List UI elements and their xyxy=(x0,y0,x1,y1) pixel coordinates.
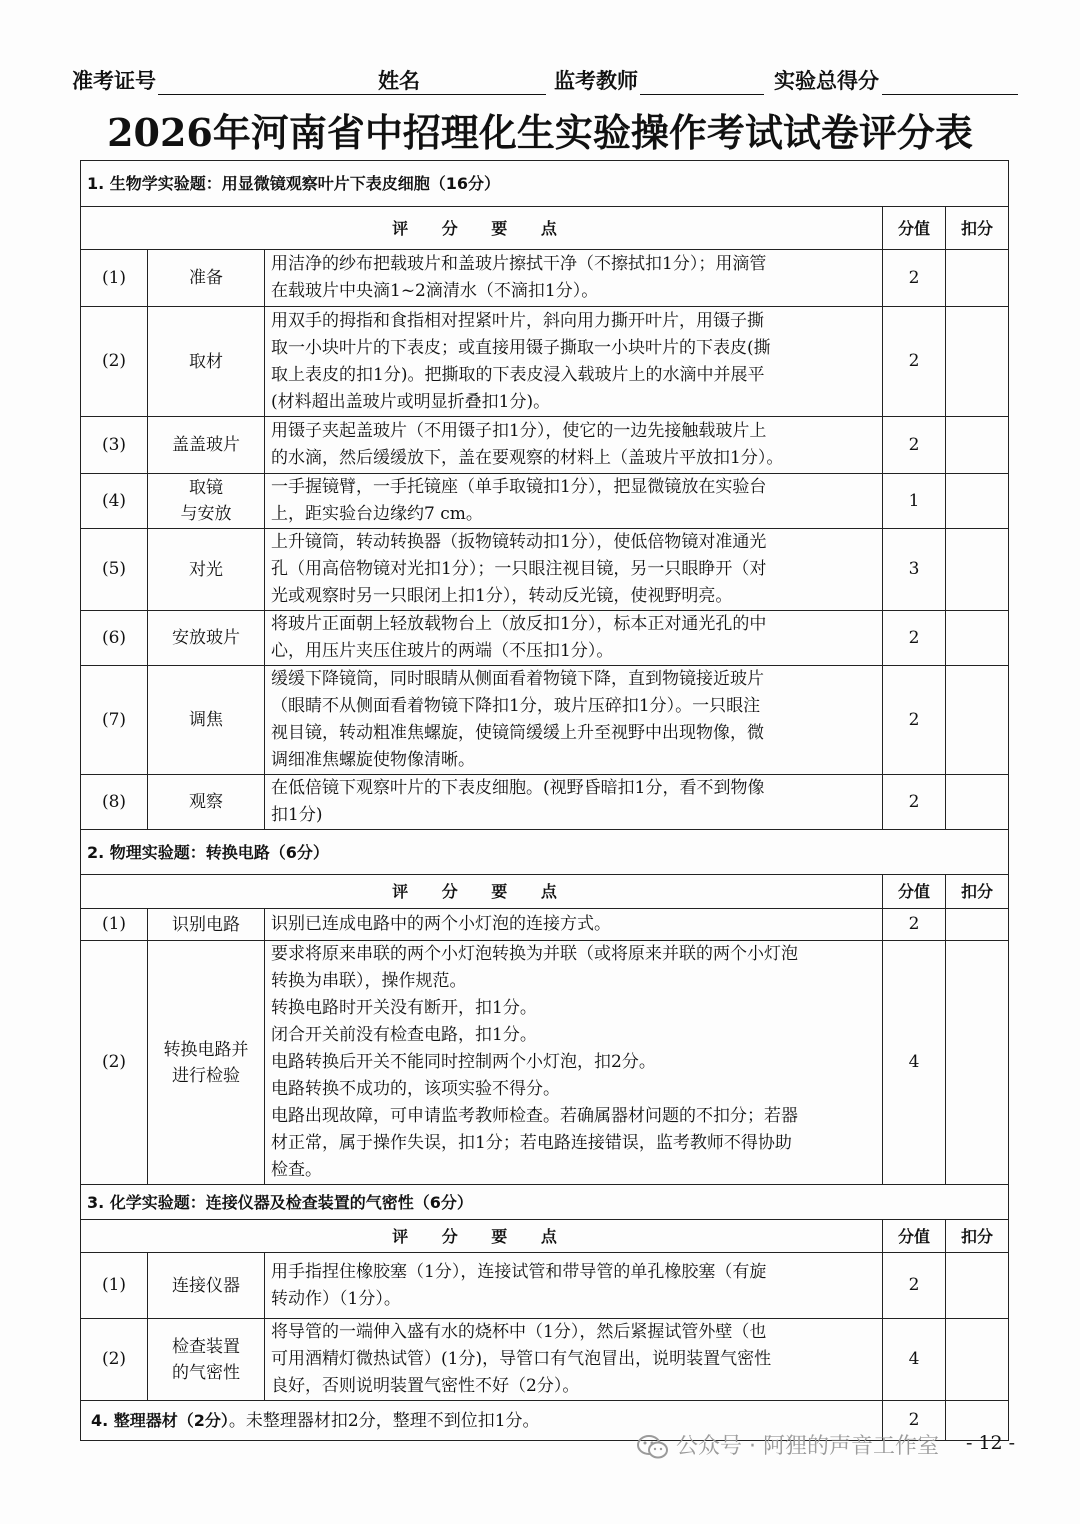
item-number: (6) xyxy=(81,611,148,666)
description-line: 的水滴，然后缓缓放下，盖在要观察的材料上（盖玻片平放扣1分）。 xyxy=(271,448,784,468)
deduct-cell[interactable] xyxy=(946,1253,1009,1319)
column-header-row xyxy=(81,875,1009,909)
item-name-line: 准备 xyxy=(189,268,223,288)
item-name-line: 识别电路 xyxy=(172,914,240,935)
table-row xyxy=(81,250,1009,307)
watermark xyxy=(636,1432,939,1462)
description-line: 电路转换后开关不能同时控制两个小灯泡，扣2分。 xyxy=(271,1052,656,1072)
description-line: 光或观察时另一只眼闭上扣1分），转动反光镜，使视野明亮。 xyxy=(271,586,733,606)
item-number: (2) xyxy=(81,307,148,417)
deduct-cell[interactable] xyxy=(946,775,1009,830)
item-name-line: 观察 xyxy=(189,792,223,812)
item-name xyxy=(148,1319,265,1401)
exam-id-label: 准考证号 xyxy=(72,69,156,93)
description-line: 检查。 xyxy=(271,1160,322,1180)
description-line: 要求将原来串联的两个小灯泡转换为并联（或将原来并联的两个小灯泡 xyxy=(271,944,798,964)
item-description xyxy=(265,775,883,830)
description-line: 用洁净的纱布把载玻片和盖玻片擦拭干净（不擦拭扣1分）；用滴管 xyxy=(271,254,767,274)
table-row xyxy=(81,307,1009,417)
description-line: 转换为串联），操作规范。 xyxy=(271,971,467,991)
item-score: 2 xyxy=(883,1253,946,1319)
section-title: 2. 物理实验题：转换电路（6分） xyxy=(81,830,1009,875)
final-row-title: 4. 整理器材（2分） xyxy=(91,1410,229,1430)
item-description xyxy=(265,474,883,529)
item-number: (2) xyxy=(81,1319,148,1401)
table-row xyxy=(81,611,1009,666)
total-score-field[interactable] xyxy=(882,94,1018,95)
description-line: 用镊子夹起盖玻片（不用镊子扣1分），使它的一边先接触载玻片上 xyxy=(271,421,767,441)
column-header-row xyxy=(81,1220,1009,1253)
deduct-cell[interactable] xyxy=(946,307,1009,417)
item-name xyxy=(148,307,265,417)
header-points: 评 分 要 点 xyxy=(81,875,883,909)
item-score: 2 xyxy=(883,611,946,666)
description-line: 识别已连成电路中的两个小灯泡的连接方式。 xyxy=(271,914,611,934)
item-name-line: 盖盖玻片 xyxy=(172,435,240,455)
item-score: 2 xyxy=(883,775,946,830)
description-line: 良好，否则说明装置气密性不好（2分）。 xyxy=(271,1376,580,1396)
item-description xyxy=(265,909,883,941)
description-line: 在低倍镜下观察叶片的下表皮细胞。(视野昏暗扣1分，看不到物像 xyxy=(271,778,765,798)
description-line: 闭合开关前没有检查电路，扣1分。 xyxy=(271,1025,537,1045)
deduct-cell[interactable] xyxy=(946,666,1009,775)
scoring-table xyxy=(80,160,1009,1441)
item-description xyxy=(265,417,883,474)
item-name xyxy=(148,941,265,1185)
item-name xyxy=(148,529,265,611)
item-score: 2 xyxy=(883,307,946,417)
header-deduct: 扣分 xyxy=(946,207,1009,250)
description-line: 孔（用高倍物镜对光扣1分）；一只眼注视目镜，另一只眼睁开（对 xyxy=(271,559,767,579)
item-number: (1) xyxy=(81,250,148,307)
header-score: 分值 xyxy=(883,207,946,250)
page-number: - 12 - xyxy=(966,1432,1016,1454)
watermark-text: 公众号 · 阿狸的声音工作室 xyxy=(676,1434,939,1459)
item-description xyxy=(265,529,883,611)
deduct-cell[interactable] xyxy=(946,529,1009,611)
item-name xyxy=(148,474,265,529)
item-number: (8) xyxy=(81,775,148,830)
page-title: 2026年河南省中招理化生实验操作考试试卷评分表 xyxy=(107,110,973,155)
item-score: 2 xyxy=(883,909,946,941)
item-score: 4 xyxy=(883,941,946,1185)
deduct-cell[interactable] xyxy=(946,909,1009,941)
item-name xyxy=(148,417,265,474)
item-description xyxy=(265,250,883,307)
table-row xyxy=(81,1253,1009,1319)
item-name-line: 的气密性 xyxy=(172,1362,240,1383)
item-name-line: 检查装置 xyxy=(172,1336,240,1357)
item-score: 1 xyxy=(883,474,946,529)
description-line: 用双手的拇指和食指相对捏紧叶片，斜向用力撕开叶片，用镊子撕 xyxy=(271,310,764,331)
description-line: 在载玻片中央滴1~2滴清水（不滴扣1分）。 xyxy=(271,281,599,301)
item-score: 2 xyxy=(883,417,946,474)
description-line: 取上表皮的扣1分)。把撕取的下表皮浸入载玻片上的水滴中并展平 xyxy=(271,364,765,385)
item-name xyxy=(148,909,265,941)
header-points: 评 分 要 点 xyxy=(81,1220,883,1253)
wechat-icon xyxy=(636,1433,670,1461)
item-name-line: 对光 xyxy=(189,559,223,580)
item-description xyxy=(265,941,883,1185)
table-row xyxy=(81,666,1009,775)
description-line: 转换电路时开关没有断开，扣1分。 xyxy=(271,998,537,1018)
table-row xyxy=(81,909,1009,941)
deduct-cell[interactable] xyxy=(946,417,1009,474)
proctor-field[interactable] xyxy=(640,94,764,95)
description-line: 将导管的一端伸入盛有水的烧杯中（1分），然后紧握试管外壁（也 xyxy=(271,1322,767,1342)
item-name-line: 与安放 xyxy=(180,504,232,524)
description-line: 扣1分) xyxy=(271,805,323,825)
item-name-line: 取材 xyxy=(189,351,223,372)
item-name-line: 转换电路并 xyxy=(163,1039,249,1060)
item-number: (4) xyxy=(81,474,148,529)
description-line: 电路出现故障，可申请监考教师检查。若确属器材问题的不扣分；若器 xyxy=(271,1106,798,1126)
description-line: 电路转换不成功的，该项实验不得分。 xyxy=(271,1079,560,1099)
name-label: 姓名 xyxy=(378,69,420,93)
description-line: 上，距实验台边缘约7 cm。 xyxy=(271,504,483,524)
column-header-row xyxy=(81,207,1009,250)
item-number: (5) xyxy=(81,529,148,611)
description-line: 转动作）（1分）。 xyxy=(271,1288,401,1309)
deduct-cell[interactable] xyxy=(946,1319,1009,1401)
item-description xyxy=(265,611,883,666)
item-number: (7) xyxy=(81,666,148,775)
proctor-label: 监考教师 xyxy=(554,69,638,93)
description-line: 一手握镜臂，一手托镜座（单手取镜扣1分），把显微镜放在实验台 xyxy=(271,477,767,497)
item-name xyxy=(148,1253,265,1319)
section-title-row xyxy=(81,830,1009,875)
item-score: 4 xyxy=(883,1319,946,1401)
item-name-line: 进行检验 xyxy=(172,1065,240,1086)
header-score: 分值 xyxy=(883,875,946,909)
item-name xyxy=(148,250,265,307)
table-row xyxy=(81,417,1009,474)
item-number: (2) xyxy=(81,941,148,1185)
table-row xyxy=(81,529,1009,611)
section-title-row xyxy=(81,161,1009,207)
header-line xyxy=(72,66,1018,100)
table-row xyxy=(81,1319,1009,1401)
final-row-score: 2 xyxy=(883,1401,946,1441)
table-row xyxy=(81,474,1009,529)
section-title: 1. 生物学实验题：用显微镜观察叶片下表皮细胞（16分） xyxy=(81,161,1009,207)
description-line: 可用酒精灯微热试管）(1分)，导管口有气泡冒出，说明装置气密性 xyxy=(271,1349,772,1369)
item-number: (1) xyxy=(81,909,148,941)
item-name-line: 取镜 xyxy=(189,478,223,498)
description-line: 材正常，属于操作失误，扣1分；若电路连接错误，监考教师不得协助 xyxy=(271,1133,792,1153)
item-score: 2 xyxy=(883,666,946,775)
item-name xyxy=(148,611,265,666)
item-name xyxy=(148,775,265,830)
description-line: 心，用压片夹压住玻片的两端（不压扣1分）。 xyxy=(271,641,614,661)
item-score: 2 xyxy=(883,250,946,307)
description-line: 调细准焦螺旋使物像清晰。 xyxy=(271,750,475,770)
description-line: 用手指捏住橡胶塞（1分），连接试管和带导管的单孔橡胶塞（有旋 xyxy=(271,1261,767,1282)
description-line: (材料超出盖玻片或明显折叠扣1分)。 xyxy=(271,391,551,412)
section-title-row xyxy=(81,1185,1009,1220)
deduct-cell[interactable] xyxy=(946,250,1009,307)
item-name-line: 调焦 xyxy=(189,710,223,730)
item-description xyxy=(265,307,883,417)
deduct-cell[interactable] xyxy=(946,611,1009,666)
total-score-label: 实验总得分 xyxy=(774,69,879,93)
item-score: 3 xyxy=(883,529,946,611)
description-line: 视目镜，转动粗准焦螺旋，使镜筒缓缓上升至视野中出现物像，微 xyxy=(271,723,764,743)
description-line: 缓缓下降镜筒，同时眼睛从侧面看着物镜下降，直到物镜接近玻片 xyxy=(271,669,764,689)
deduct-cell[interactable] xyxy=(946,941,1009,1185)
table-row xyxy=(81,941,1009,1185)
header-points: 评 分 要 点 xyxy=(81,207,883,250)
section-title: 3. 化学实验题：连接仪器及检查装置的气密性（6分） xyxy=(81,1185,1009,1220)
item-description xyxy=(265,1253,883,1319)
name-field[interactable] xyxy=(424,94,546,95)
item-description xyxy=(265,1319,883,1401)
deduct-cell[interactable] xyxy=(946,474,1009,529)
description-line: 将玻片正面朝上轻放载物台上（放反扣1分），标本正对通光孔的中 xyxy=(271,614,767,634)
final-row-desc: 。未整理器材扣2分，整理不到位扣1分。 xyxy=(228,1410,540,1431)
header-deduct: 扣分 xyxy=(946,875,1009,909)
item-number: (1) xyxy=(81,1253,148,1319)
table-row xyxy=(81,775,1009,830)
description-line: （眼睛不从侧面看着物镜下降扣1分，玻片压碎扣1分）。一只眼注 xyxy=(271,696,761,716)
header-score: 分值 xyxy=(883,1220,946,1253)
header-deduct: 扣分 xyxy=(946,1220,1009,1253)
item-name xyxy=(148,666,265,775)
item-number: (3) xyxy=(81,417,148,474)
description-line: 上升镜筒，转动转换器（扳物镜转动扣1分），使低倍物镜对准通光 xyxy=(271,532,767,552)
item-name-line: 连接仪器 xyxy=(172,1275,240,1296)
item-description xyxy=(265,666,883,775)
description-line: 取一小块叶片的下表皮；或直接用镊子撕取一小块叶片的下表皮(撕 xyxy=(271,337,771,358)
item-name-line: 安放玻片 xyxy=(172,628,240,648)
